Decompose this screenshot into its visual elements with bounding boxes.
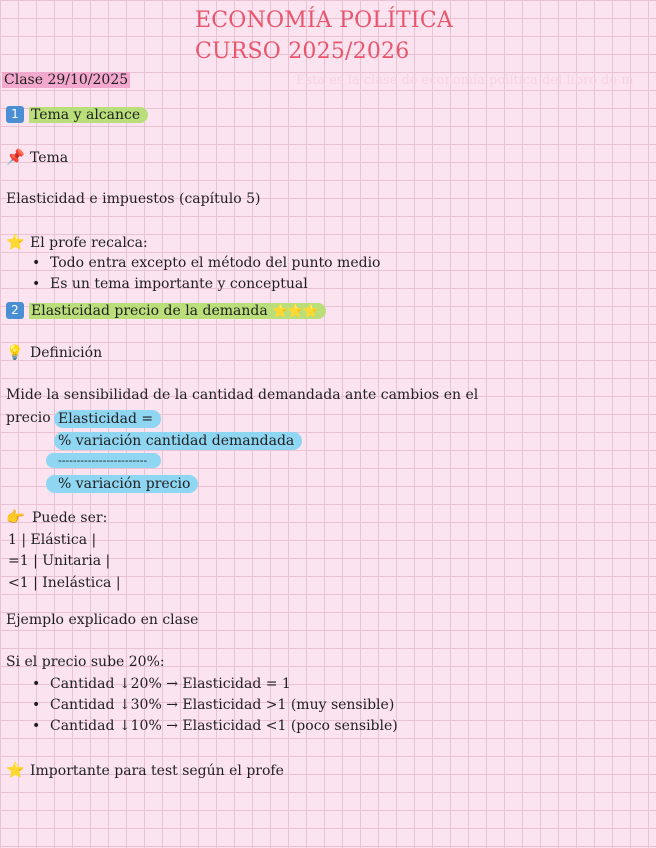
- star-icon: ⭐: [6, 761, 25, 779]
- section-1-title: Tema y alcance: [29, 107, 148, 123]
- pushpin-icon: 📌: [6, 148, 25, 166]
- formula-bar: ------------------------: [46, 454, 161, 467]
- formula-numerator: % variación cantidad demandada: [54, 433, 302, 449]
- list-item: • Todo entra excepto el método del punto medio: [50, 255, 380, 271]
- class-date: Clase 29/10/2025: [4, 72, 129, 88]
- puede-ser-label: 👉 Puede ser:: [6, 508, 108, 526]
- importante-note: ⭐ Importante para test según el profe: [6, 761, 284, 779]
- ejemplo-title: Ejemplo explicado en clase: [6, 612, 199, 628]
- type-unitaria: =1 | Unitaria |: [8, 553, 111, 569]
- title-line-2: CURSO 2025/2026: [195, 39, 410, 64]
- number-2-icon: 2: [6, 302, 24, 319]
- type-elastica: 1 | Elástica |: [8, 532, 97, 548]
- section-2-heading: [6, 302, 326, 319]
- list-item: • Cantidad ↓20% → Elasticidad = 1: [50, 676, 291, 692]
- tema-text: Elasticidad e impuestos (capítulo 5): [6, 191, 261, 207]
- section-1-heading: [6, 106, 148, 123]
- definition-line-2: precio: [6, 410, 51, 426]
- faint-note: Esta es la clase de economía política del libro de m: [296, 73, 634, 88]
- list-item: • Cantidad ↓10% → Elasticidad <1 (poco sensible): [50, 718, 398, 734]
- formula-top: Elasticidad =: [54, 411, 161, 427]
- tema-label: 📌 Tema: [6, 148, 69, 166]
- definition-line-1: Mide la sensibilidad de la cantidad demandada ante cambios en el: [6, 387, 479, 403]
- list-item: • Es un tema importante y conceptual: [50, 276, 308, 292]
- section-2-title: Elasticidad precio de la demanda: [31, 302, 268, 319]
- ejemplo-intro: Si el precio sube 20%:: [6, 654, 165, 670]
- list-item: • Cantidad ↓30% → Elasticidad >1 (muy sensible): [50, 697, 394, 713]
- definicion-label: 💡 Definición: [6, 345, 103, 361]
- title-line-1: ECONOMÍA POLÍTICA: [195, 8, 453, 33]
- star-icon: ⭐: [6, 233, 25, 251]
- type-inelastica: <1 | Inelástica |: [8, 575, 121, 591]
- number-1-icon: 1: [6, 106, 24, 123]
- recalca-label: ⭐ El profe recalca:: [6, 233, 148, 251]
- pointing-hand-icon: 👉: [6, 508, 25, 526]
- three-stars-icon: ⭐⭐⭐: [272, 303, 318, 319]
- formula-denominator: % variación precio: [46, 476, 198, 492]
- lightbulb-icon: 💡: [6, 345, 24, 361]
